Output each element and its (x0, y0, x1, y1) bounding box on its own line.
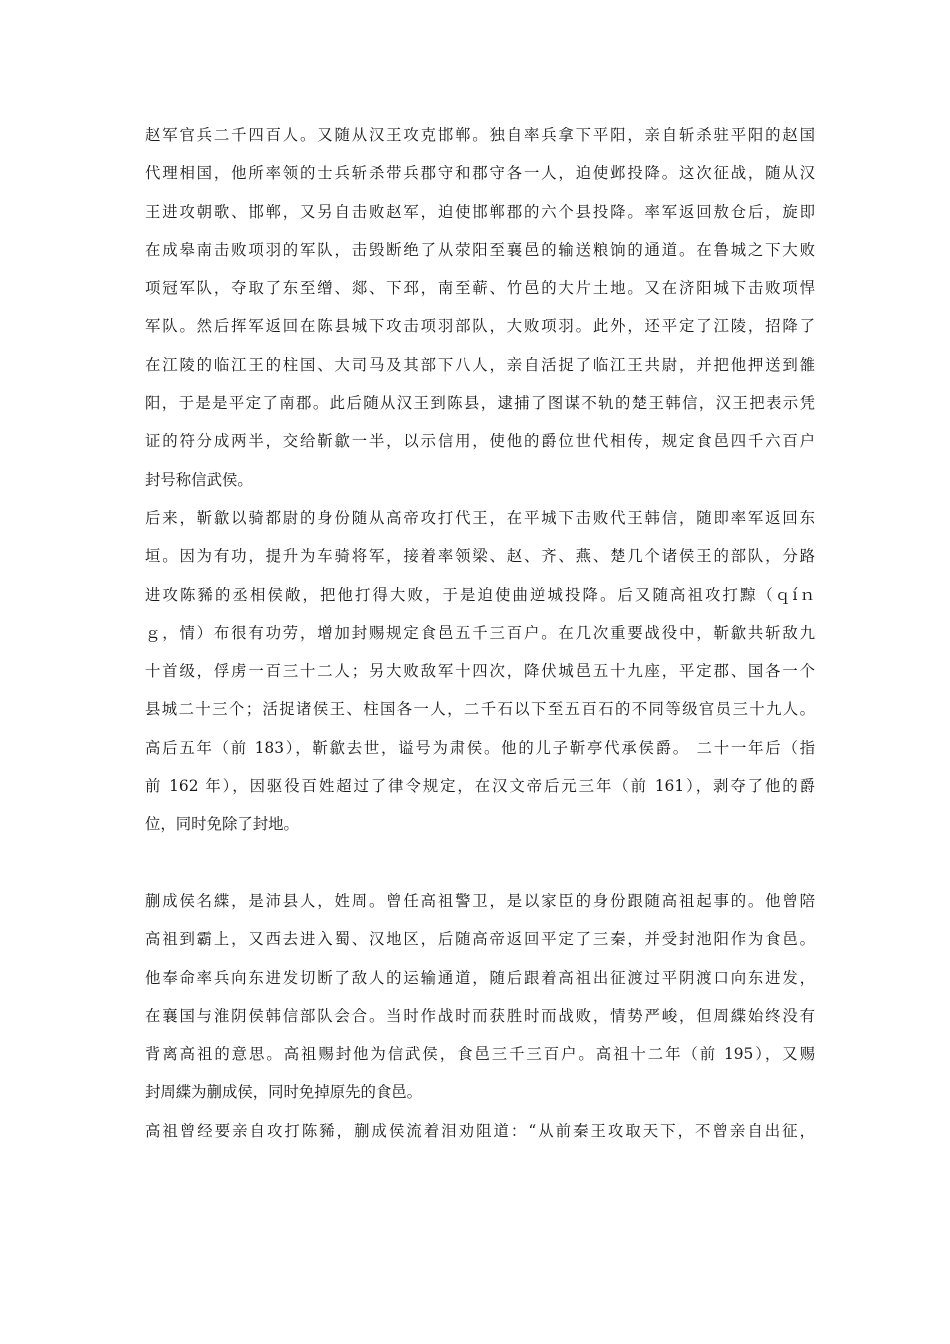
text-line: 在襄国与淮阴侯韩信部队会合。当时作战时而获胜时而战败，情势严峻，但周緤始终没有 (145, 1006, 815, 1025)
text-line: ｇ，情）布很有功劳，增加封赐规定食邑五千三百户。在几次重要战役中，靳歙共斩敌九 (145, 623, 815, 642)
text-line: 进攻陈豨的丞相侯敞，把他打得大败，于是迫使曲逆城投降。后又随高祖攻打黥（ｑíｎ (145, 585, 815, 604)
text-line: 十首级，俘虏一百三十二人；另大败敌军十四次，降伏城邑五十九座，平定郡、国各一个 (145, 662, 815, 681)
paragraph (145, 882, 815, 1112)
text-line: 后来，靳歙以骑都尉的身份随从高帝攻打代王，在平城下击败代王韩信，随即率军返回东 (145, 508, 815, 527)
text-line: 垣。因为有功，提升为车骑将军，接着率领梁、赵、齐、燕、楚几个诸侯王的部队，分路 (145, 547, 815, 566)
text-line: 在成皋南击败项羽的军队，击毁断绝了从荥阳至襄邑的输送粮饷的通道。在鲁城之下大败 (145, 240, 815, 259)
text-line: 县城二十三个；活捉诸侯王、柱国各一人，二千石以下至五百石的不同等级官员三十九人。 (145, 700, 815, 719)
text-line: 赵军官兵二千四百人。又随从汉王攻克邯郸。独自率兵拿下平阳，亲自斩杀驻平阳的赵国 (145, 126, 815, 144)
text-line: 封周緤为蒯成侯，同时免掉原先的食邑。 (145, 1083, 423, 1102)
text-line: 他奉命率兵向东进发切断了敌人的运输通道，随后跟着高祖出征渡过平阴渡口向东进发， (145, 968, 815, 987)
text-line: 封号称信武侯。 (145, 470, 253, 489)
text-line: 蒯成侯名緤，是沛县人，姓周。曾任高祖警卫，是以家臣的身份跟随高祖起事的。他曾陪 (145, 891, 815, 910)
document-body (145, 116, 815, 1150)
paragraph (145, 499, 815, 844)
paragraph (145, 1112, 815, 1150)
text-line: 背离高祖的意思。高祖赐封他为信武侯，食邑三千三百户。高祖十二年（前 195），又赐 (145, 1045, 815, 1064)
text-line: 项冠军队，夺取了东至缯、郯、下邳，南至蕲、竹邑的大片土地。又在济阳城下击败项悍 (145, 279, 815, 298)
text-line: 代理相国，他所率领的士兵斩杀带兵郡守和郡守各一人，迫使邺投降。这次征战，随从汉 (145, 164, 815, 183)
text-line: 在江陵的临江王的柱国、大司马及其部下八人，亲自活捉了临江王共尉，并把他押送到雒 (145, 355, 815, 374)
text-line: 位，同时免除了封地。 (145, 815, 299, 834)
text-line: 阳，于是是平定了南郡。此后随从汉王到陈县，逮捕了图谋不轨的楚王韩信，汉王把表示凭 (145, 394, 815, 413)
text-line: 高祖曾经要亲自攻打陈豨，蒯成侯流着泪劝阻道：“从前秦王攻取天下，不曾亲自出征， (145, 1121, 815, 1140)
text-line: 王进攻朝歌、邯郸，又另自击败赵军，迫使邯郸郡的六个县投降。率军返回敖仓后，旋即 (145, 202, 815, 221)
text-line: 军队。然后挥军返回在陈县城下攻击项羽部队，大败项羽。此外，还平定了江陵，招降了 (145, 317, 815, 336)
paragraph (145, 116, 815, 499)
text-line: 高祖到霸上，又西去进入蜀、汉地区，后随高帝返回平定了三秦，并受封池阳作为食邑。 (145, 930, 815, 949)
text-line: 证的符分成两半，交给靳歙一半，以示信用，使他的爵位世代相传，规定食邑四千六百户 (145, 432, 815, 451)
text-line: 高后五年（前 183），靳歙去世，谥号为肃侯。他的儿子靳亭代承侯爵。 二十一年后（指 (145, 738, 815, 757)
paragraph-spacer (145, 844, 815, 882)
text-line: 前 162 年），因驱役百姓超过了律令规定，在汉文帝后元三年（前 161），剥夺了他的爵 (145, 777, 815, 796)
